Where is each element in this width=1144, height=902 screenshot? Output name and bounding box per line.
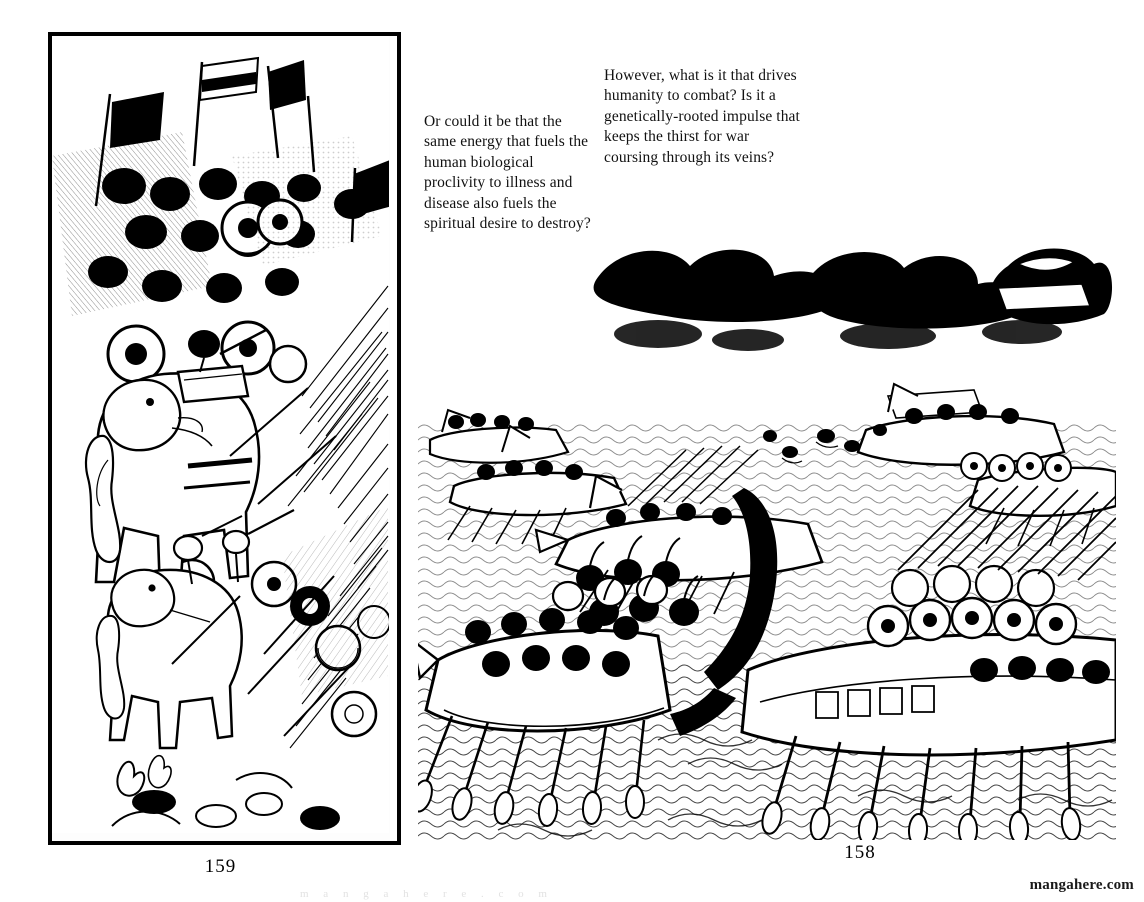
footer-watermark-faint: m a n g a h e r e . c o m bbox=[300, 888, 553, 900]
site-watermark: mangahere.com bbox=[1029, 877, 1134, 893]
left-comic-panel bbox=[48, 32, 401, 845]
naval-battle-illustration bbox=[418, 240, 1116, 840]
right-page-number: 158 bbox=[844, 842, 876, 863]
caption-text-right: However, what is it that drives humanity to combat? Is it a genetically-rooted impulse that keeps the thirst for war coursing through its veins? bbox=[604, 67, 800, 166]
land-battle-illustration bbox=[52, 36, 397, 841]
caption-text-left: Or could it be that the same energy that fuels the human biological proclivity to illness and disease also fuels the spiritual desire to destroy? bbox=[424, 113, 591, 233]
left-page-number: 159 bbox=[204, 856, 237, 877]
